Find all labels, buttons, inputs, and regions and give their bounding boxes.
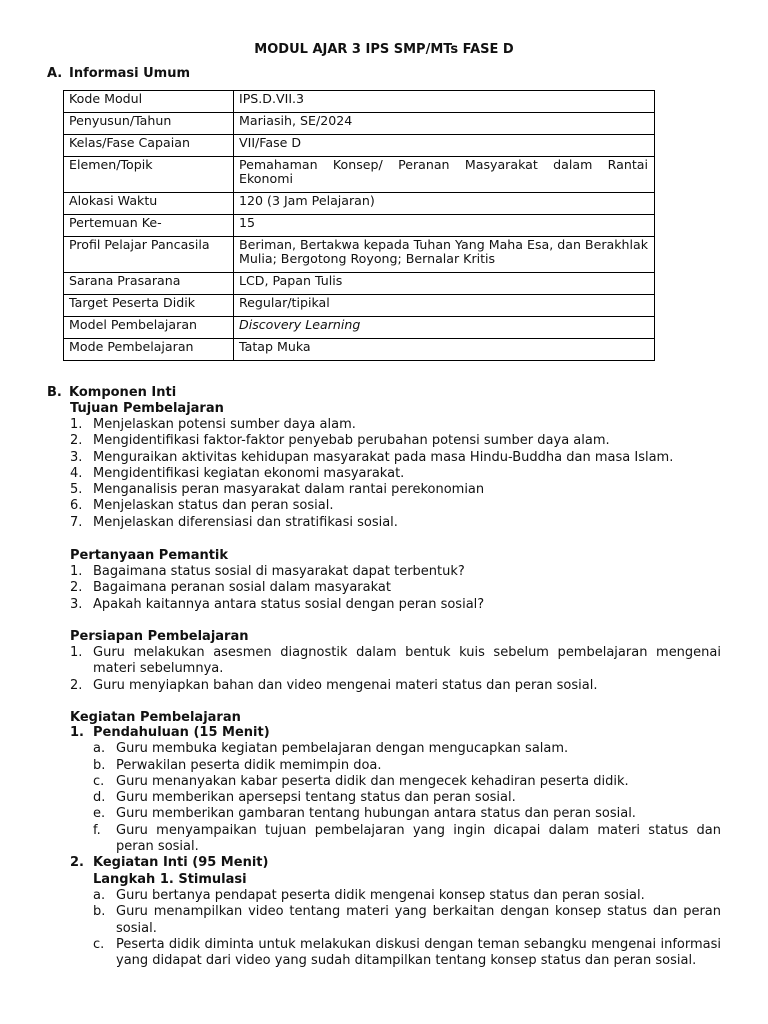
list-number: 3.	[70, 596, 83, 612]
pemantik-heading: Pertanyaan Pemantik	[70, 548, 229, 563]
list-letter: e.	[93, 806, 106, 822]
table-key: Penyusun/Tahun	[64, 113, 234, 135]
section-b-heading	[47, 385, 176, 400]
table-row	[64, 135, 655, 157]
list-item	[93, 741, 721, 757]
activity-heading	[70, 855, 721, 871]
list-letter: f.	[93, 822, 101, 838]
table-row	[64, 317, 655, 339]
list-text: Menguraikan aktivitas kehidupan masyarakat pada masa Hindu-Buddha dan masa Islam.	[93, 449, 674, 465]
table-key: Target Peserta Didik	[64, 295, 234, 317]
list-text: Bagaimana status sosial di masyarakat dapat terbentuk?	[93, 564, 465, 579]
list-item	[93, 888, 721, 904]
table-value: IPS.D.VII.3	[234, 91, 655, 113]
table-value: Discovery Learning	[234, 317, 655, 339]
table-row	[64, 91, 655, 113]
table-row	[64, 273, 655, 295]
section-b-letter: B.	[47, 385, 62, 400]
section-b-title: Komponen Inti	[69, 385, 177, 400]
list-text: Peserta didik diminta untuk melakukan diskusi dengan teman sebangku mengenai informasi yang didapat dari video yang sudah ditampilkan tentang konsep status dan peran sosial.	[116, 936, 721, 969]
list-letter: b.	[93, 757, 106, 773]
list-item	[93, 774, 721, 790]
list-number: 6.	[70, 498, 83, 514]
list-text: Menjelaskan status dan peran sosial.	[93, 498, 334, 514]
list-text: Guru melakukan asesmen diagnostik dalam bentuk kuis sebelum pembelajaran mengenai materi sebelumnya.	[93, 645, 721, 677]
section-a-letter: A.	[47, 66, 63, 81]
activity-title: Kegiatan Inti (95 Menit)	[93, 855, 269, 871]
activity-title: Pendahuluan (15 Menit)	[93, 725, 270, 740]
table-value: Beriman, Bertakwa kepada Tuhan Yang Maha Esa, dan Berakhlak Mulia; Bergotong Royong; Bernalar Kritis	[234, 237, 655, 273]
list-text: Guru menanyakan kabar peserta didik dan mengecek kehadiran peserta didik.	[116, 773, 629, 789]
list-letter: d.	[93, 790, 106, 806]
list-item	[70, 498, 721, 514]
persiapan-heading: Persiapan Pembelajaran	[70, 629, 249, 644]
list-number: 2.	[70, 433, 83, 449]
list-text: Guru memberikan apersepsi tentang status dan peran sosial.	[116, 790, 516, 806]
pendahuluan-list	[93, 741, 721, 855]
list-item	[93, 790, 721, 806]
table-value: VII/Fase D	[234, 135, 655, 157]
list-text: Guru menyampaikan tujuan pembelajaran yang ingin dicapai dalam materi status dan peran sosial.	[116, 822, 721, 855]
list-item	[70, 482, 721, 498]
list-number: 2.	[70, 855, 84, 871]
list-item	[70, 433, 721, 449]
list-number: 1.	[70, 564, 83, 579]
table-key: Pertemuan Ke-	[64, 215, 234, 237]
list-item	[70, 580, 721, 596]
table-value: 120 (3 Jam Pelajaran)	[234, 193, 655, 215]
list-letter: b.	[93, 904, 106, 920]
list-item	[93, 758, 721, 774]
list-text: Apakah kaitannya antara status sosial dengan peran sosial?	[93, 596, 485, 612]
list-number: 1.	[70, 645, 83, 660]
table-row	[64, 339, 655, 361]
list-item	[70, 645, 721, 678]
kegiatan-list	[70, 725, 721, 969]
section-a-heading	[47, 66, 190, 81]
table-row	[64, 113, 655, 135]
table-row	[64, 215, 655, 237]
table-value: Mariasih, SE/2024	[234, 113, 655, 135]
activity-heading	[70, 725, 721, 741]
list-text: Perwakilan peserta didik memimpin doa.	[116, 757, 382, 773]
table-value: Regular/tipikal	[234, 295, 655, 317]
table-key: Profil Pelajar Pancasila	[64, 237, 234, 273]
table-row	[64, 193, 655, 215]
list-number: 2.	[70, 580, 83, 596]
list-item	[93, 823, 721, 856]
list-letter: c.	[93, 773, 105, 789]
list-text: Guru membuka kegiatan pembelajaran dengan mengucapkan salam.	[116, 741, 569, 757]
list-text: Bagaimana peranan sosial dalam masyarakat	[93, 580, 391, 596]
list-number: 5.	[70, 482, 83, 498]
list-item	[70, 515, 721, 531]
list-text: Mengidentifikasi kegiatan ekonomi masyarakat.	[93, 465, 405, 481]
list-text: Menjelaskan potensi sumber daya alam.	[93, 417, 356, 432]
list-item	[70, 450, 721, 466]
list-item	[70, 417, 721, 433]
list-text: Guru menyiapkan bahan dan video mengenai materi status dan peran sosial.	[93, 677, 598, 693]
tujuan-list	[70, 417, 721, 531]
section-a-title: Informasi Umum	[69, 66, 191, 81]
list-text: Guru menampilkan video tentang materi yang berkaitan dengan konsep status dan peran sosial.	[116, 904, 721, 936]
table-value: LCD, Papan Tulis	[234, 273, 655, 295]
list-number: 1.	[70, 725, 84, 740]
list-number: 3.	[70, 449, 83, 465]
list-text: Guru bertanya pendapat peserta didik mengenai konsep status dan peran sosial.	[116, 887, 645, 903]
list-number: 7.	[70, 514, 83, 530]
table-value: Tatap Muka	[234, 339, 655, 361]
list-item	[93, 904, 721, 937]
kegiatan-heading: Kegiatan Pembelajaran	[70, 710, 241, 725]
table-value: 15	[234, 215, 655, 237]
pemantik-list	[70, 564, 721, 613]
table-key: Sarana Prasarana	[64, 273, 234, 295]
persiapan-list	[70, 645, 721, 694]
info-table	[63, 90, 655, 361]
list-item	[93, 806, 721, 822]
list-number: 1.	[70, 417, 83, 432]
list-item	[70, 678, 721, 694]
step-heading: Langkah 1. Stimulasi	[93, 871, 247, 887]
list-item	[70, 564, 721, 580]
inti-list	[93, 872, 721, 970]
table-key: Elemen/Topik	[64, 157, 234, 193]
table-row	[64, 157, 655, 193]
table-key: Mode Pembelajaran	[64, 339, 234, 361]
list-text: Menjelaskan diferensiasi dan stratifikasi sosial.	[93, 514, 398, 530]
table-key: Alokasi Waktu	[64, 193, 234, 215]
list-letter: c.	[93, 936, 105, 952]
list-letter: a.	[93, 741, 106, 757]
table-row	[64, 295, 655, 317]
list-number: 2.	[70, 677, 83, 693]
list-text: Mengidentifikasi faktor-faktor penyebab perubahan potensi sumber daya alam.	[93, 433, 610, 449]
list-item	[93, 937, 721, 970]
table-key: Kelas/Fase Capaian	[64, 135, 234, 157]
table-value: Pemahaman Konsep/ Peranan Masyarakat dalam Rantai Ekonomi	[234, 157, 655, 193]
table-key: Model Pembelajaran	[64, 317, 234, 339]
list-letter: a.	[93, 887, 106, 903]
table-key: Kode Modul	[64, 91, 234, 113]
list-item	[70, 597, 721, 613]
list-text: Menganalisis peran masyarakat dalam rantai perekonomian	[93, 482, 485, 498]
table-row	[64, 237, 655, 273]
list-text: Guru memberikan gambaran tentang hubungan antara status dan peran sosial.	[116, 806, 636, 822]
document-title: MODUL AJAR 3 IPS SMP/MTs FASE D	[254, 42, 514, 57]
list-number: 4.	[70, 465, 83, 481]
list-item	[70, 466, 721, 482]
tujuan-heading: Tujuan Pembelajaran	[70, 401, 224, 416]
